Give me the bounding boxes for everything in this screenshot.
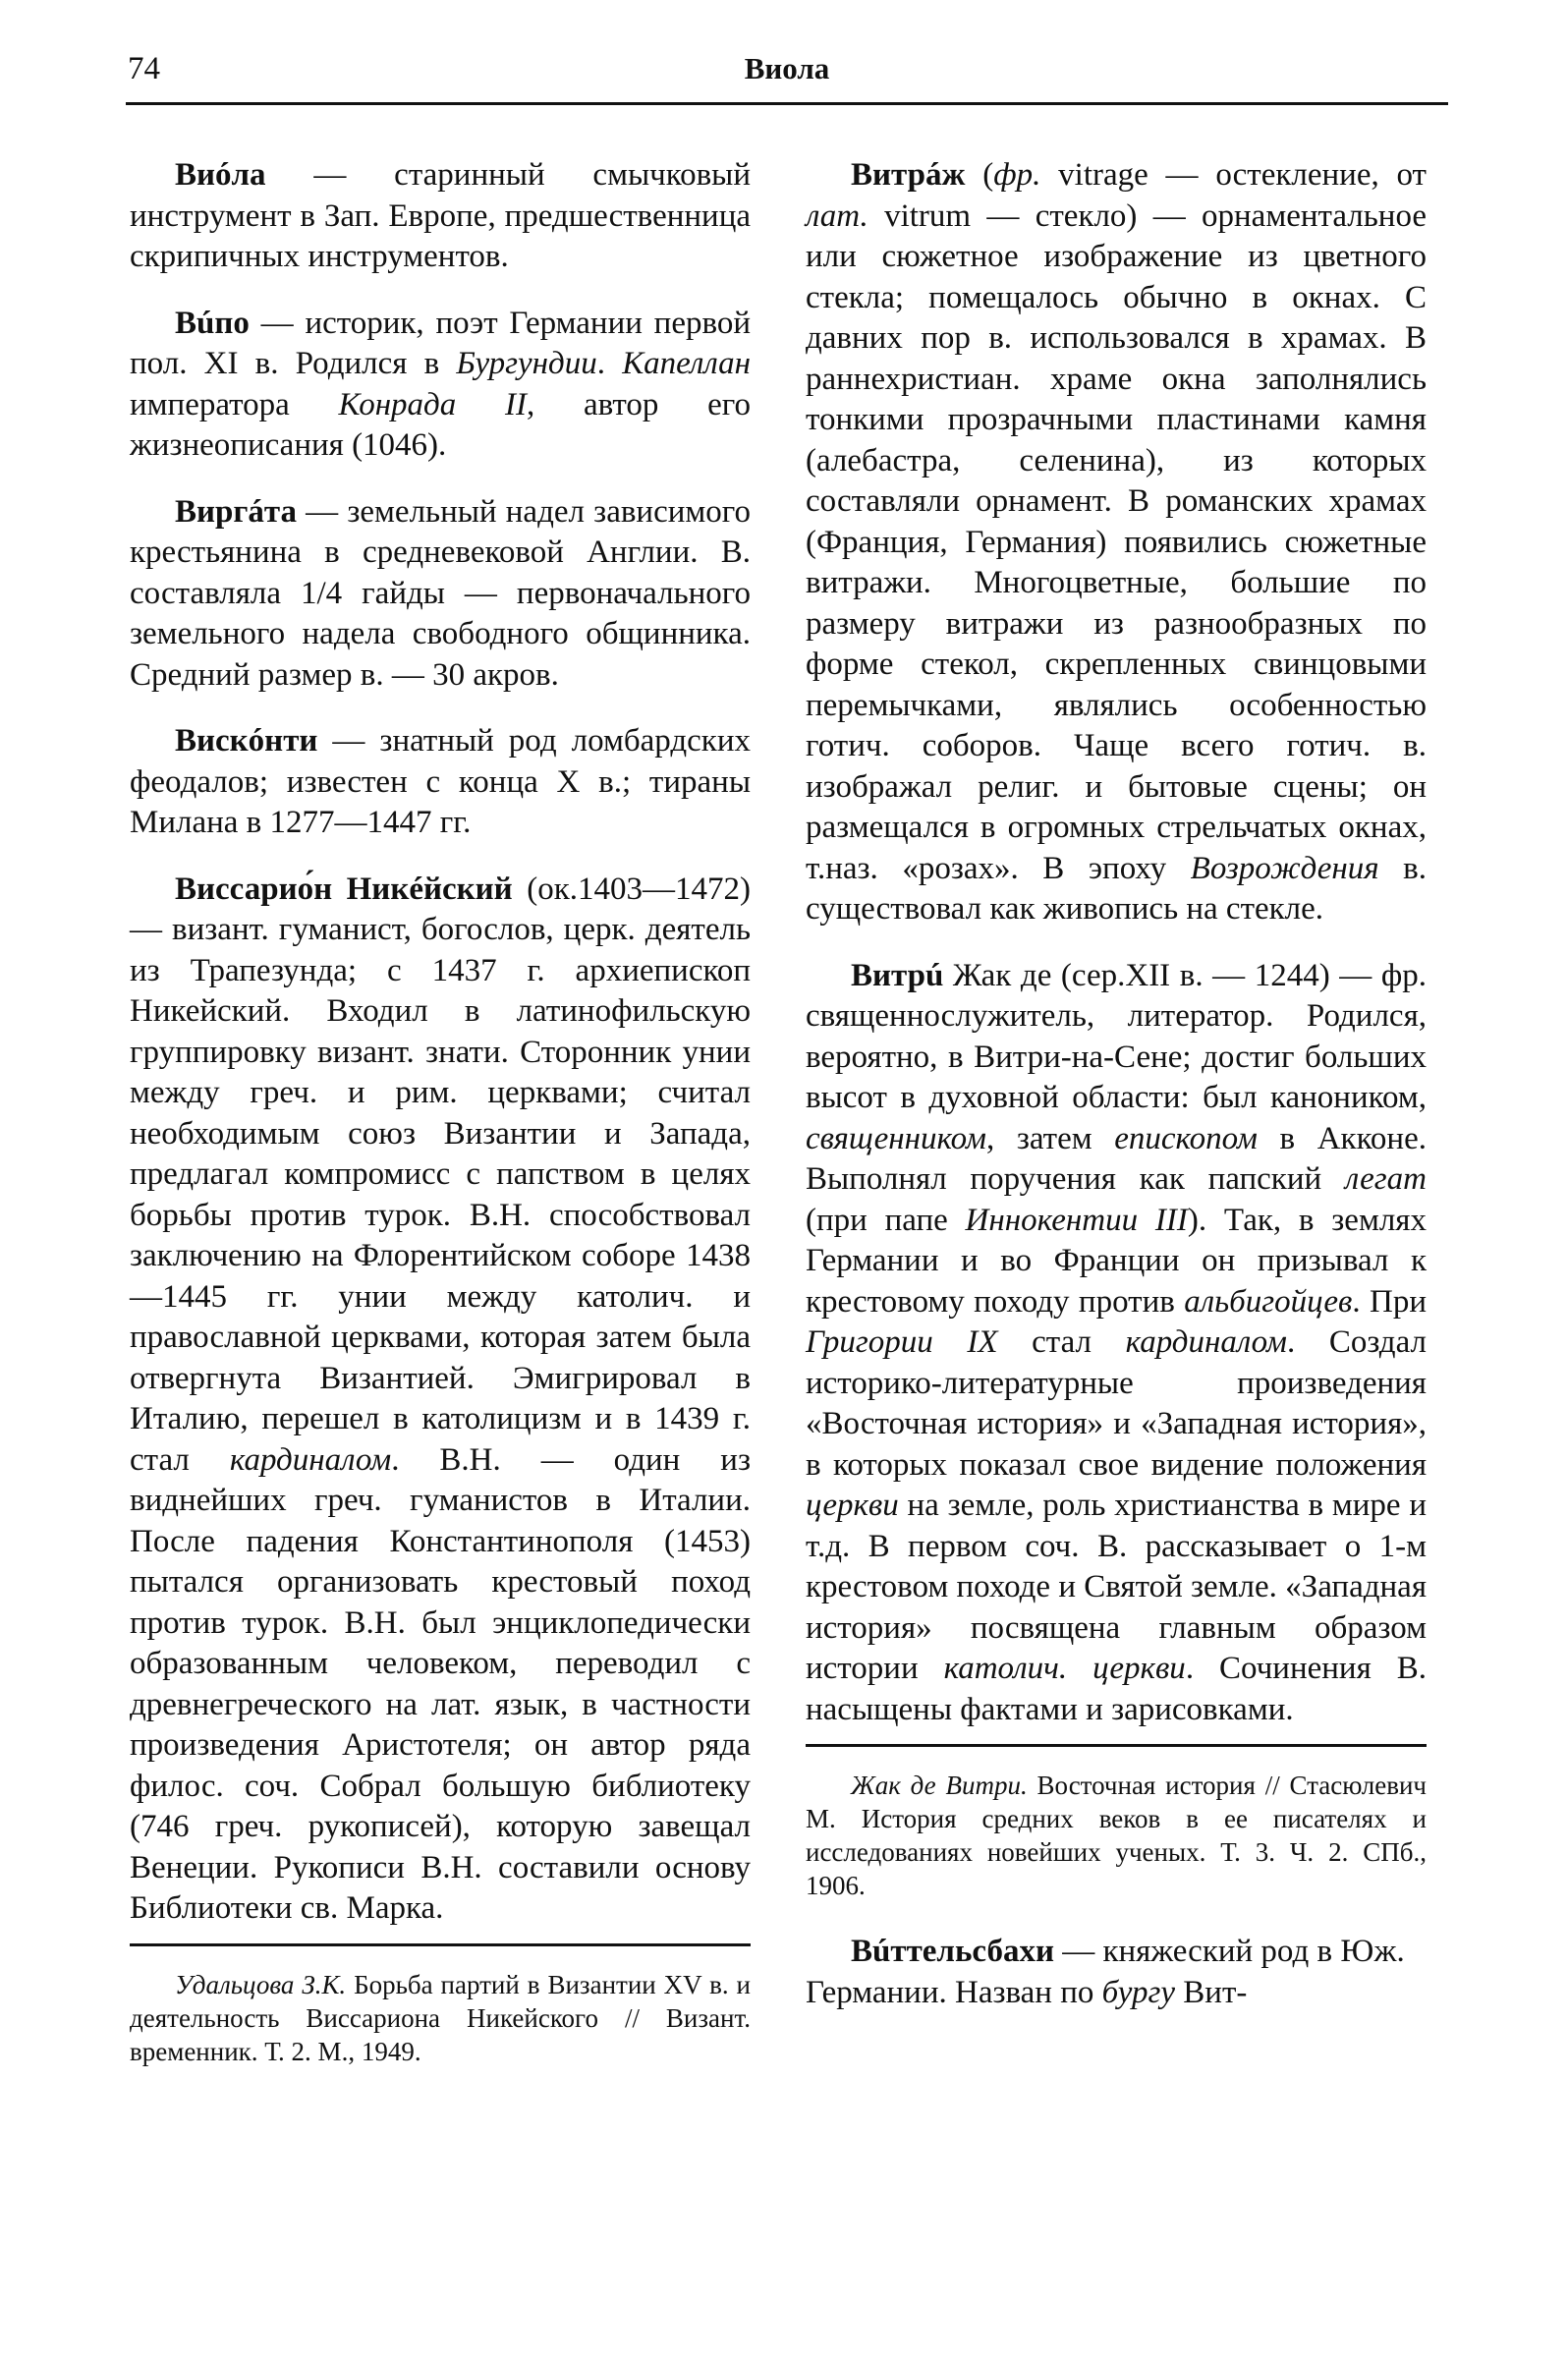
cross-ref-link[interactable]: Григории IX	[806, 1324, 998, 1360]
headword: Виóла	[175, 157, 266, 193]
entry-text: — земельный надел зависимого крестьянина в средневековой Англии. В. составляла 1/4 гайды — первоначального земельного надела свободного общинника. Средний размер в. — 30 акров.	[130, 493, 751, 693]
entry-text: , затем	[985, 1120, 1115, 1156]
entry-text: .	[596, 346, 623, 381]
cross-ref-link[interactable]: священником	[806, 1120, 986, 1156]
headword: Витрáж	[851, 157, 966, 193]
lit-author: Удальцова З.К.	[175, 1969, 347, 1999]
cross-ref-link[interactable]: Возрождения	[1190, 850, 1379, 886]
entry-text: (при папе	[806, 1202, 966, 1238]
entry-text: — знатный род ломбардских феодалов; известен с конца X в.; тираны Милана в 1277—1447 гг.	[130, 723, 751, 840]
left-column	[130, 155, 751, 2098]
entry-text: императора	[130, 386, 339, 422]
entry-text: ). Так, в землях Германии и во Франции он призывал к крестовому походу против	[806, 1202, 1427, 1320]
literature-reference	[130, 1968, 751, 2068]
entry-vitrage	[806, 155, 1427, 930]
entry-text: на земле, роль христианства в мире и т.д. В первом соч. В. рассказывает о 1-м крестовом походе и Святой земле. «Западная история» посвящена главным образом истории	[806, 1488, 1427, 1686]
headword: Вúпо	[175, 305, 250, 341]
literature-rule	[806, 1744, 1427, 1747]
entry-virgata	[130, 492, 751, 697]
lit-author: Жак де Витри.	[851, 1771, 1028, 1800]
cross-ref-link[interactable]: католич. церкви	[943, 1651, 1186, 1686]
cross-ref-link[interactable]: Бургундии	[456, 346, 597, 381]
cross-ref-link[interactable]: бургу	[1101, 1974, 1176, 2010]
entry-text: (ок.1403—1472) — визант. гуманист, богослов, церк. деятель из Трапезунда; с 1437 г. архиепископ Никейский. Входил в латинофильскую группировку визант. знати. Сторонник унии между греч. и рим. церквами; считал необходимым союз Византии и Запада, предлагал компромисс с папством в целях борьбы против турок. В.Н. способствовал заключению на Флорентийском соборе 1438—1445 гг. унии между католич. и православной церквами, которая затем была отвергнута Византией. Эмигрировал в Италию, перешел в католицизм и в 1439 г. стал	[130, 871, 751, 1478]
headword: Виргáта	[175, 493, 297, 530]
entry-text: vitrage — остекление, от	[1040, 157, 1427, 193]
entry-text: . При	[1352, 1283, 1427, 1320]
abbrev: фр.	[993, 157, 1041, 193]
entry-vipo	[130, 304, 751, 467]
entry-text: в Акконе. Выполнял поручения как папский	[806, 1120, 1427, 1197]
lit-text: Борьба партий в Византии XV в. и деятельность Виссариона Никейского // Визант. временник. Т. 2. М., 1949.	[130, 1969, 751, 2066]
entry-text: — историк, поэт Германии первой пол. XI в. Родился в	[130, 305, 751, 381]
cross-ref-link[interactable]: епископом	[1114, 1120, 1258, 1156]
cross-ref-link[interactable]: кардиналом	[1125, 1324, 1287, 1360]
entry-text: . Сочинения В. насыщены фактами и зарисовками.	[806, 1651, 1427, 1727]
cross-ref-link[interactable]: кардиналом	[229, 1441, 392, 1478]
header-rule	[126, 102, 1448, 105]
abbrev: лат.	[806, 197, 868, 234]
page-header	[126, 51, 1448, 102]
entry-text: . В.Н. — один из виднейших греч. гуманистов в Италии. После падения Константинополя (1453) пытался организовать крестовый поход против турок. В.Н. был энциклопедически образованным человеком, переводил с древнегреческого на лат. язык, в частности произведения Аристотеля; он автор ряда филос. соч. Собрал большую библиотеку (746 греч. рукописей), которую завещал Венеции. Рукописи В.Н. составили основу Библиотеки св. Марка.	[130, 1441, 751, 1926]
entry-text: , автор его жизнеописания (1046).	[130, 386, 751, 463]
entry-wittelsbach	[806, 1932, 1427, 2013]
lit-text: Восточная история // Стасюлевич М. История средних веков в ее писателях и исследованиях новейших ученых. Т. 3. Ч. 2. СПб., 1906.	[806, 1771, 1428, 1900]
right-column	[806, 155, 1427, 2039]
entry-text: в. существовал как живопись на стекле.	[806, 850, 1427, 927]
entry-visconti	[130, 721, 751, 844]
entry-viola	[130, 155, 751, 278]
cross-ref-link[interactable]: Иннокентии III	[965, 1202, 1188, 1238]
entry-text: — старинный смычковый инструмент в Зап. Европе, предшественница скрипичных инструментов.	[130, 157, 751, 274]
cross-ref-link[interactable]: альбигойцев	[1184, 1283, 1353, 1320]
entry-text: . Создал историко-литературные произведения «Восточная история» и «Западная история», в которых показал свое видение положения	[806, 1324, 1427, 1483]
entry-vitry	[806, 956, 1427, 1731]
cross-ref-link[interactable]: Конрада II	[338, 386, 527, 422]
cross-ref-link[interactable]: церкви	[806, 1488, 899, 1523]
entry-text: — княжеский род в Юж. Германии. Назван по	[806, 1934, 1405, 2010]
headword: Вискóнти	[175, 723, 318, 759]
headword: Витрú	[851, 957, 944, 993]
page-number: 74	[128, 51, 160, 86]
entry-text: Вит-	[1175, 1974, 1248, 2010]
entry-bessarion	[130, 870, 751, 1930]
entry-text: Жак де (сер.XII в. — 1244) — фр. священнослужитель, литератор. Родился, вероятно, в Витри-на-Сене; достиг больших высот в духовной области: был каноником,	[806, 957, 1427, 1115]
entry-text: vitrum — стекло) — орнаментальное или сюжетное изображение из цветного стекла; помещалось обычно в окнах. С давних пор в. использовался в храмах. В раннехристиан. храме окна заполнялись тонкими прозрачными пластинами камня (алебастра, селенина), из которых составляли орнамент. В романских храмах (Франция, Германия) появились сюжетные витражи. Многоцветные, большие по размеру витражи из разнообразных по форме стекол, скрепленных свинцовыми перемычками, являлись особенностью готич. соборов. Чаще всего готич. в. изображал религ. и бытовые сцены; он размещался в огромных стрельчатых окнах, т.наз. «розах». В эпоху	[806, 197, 1427, 886]
literature-rule	[130, 1943, 751, 1946]
running-title: Виола	[744, 51, 830, 85]
entry-text: (	[965, 157, 994, 193]
headword: Виссарио́н Никéйский	[175, 871, 513, 907]
literature-reference	[806, 1769, 1427, 1902]
entry-text: стал	[997, 1324, 1126, 1360]
cross-ref-link[interactable]: легат	[1344, 1161, 1427, 1197]
cross-ref-link[interactable]: Капеллан	[622, 346, 751, 381]
headword: Вúттельсбахи	[851, 1934, 1054, 1969]
